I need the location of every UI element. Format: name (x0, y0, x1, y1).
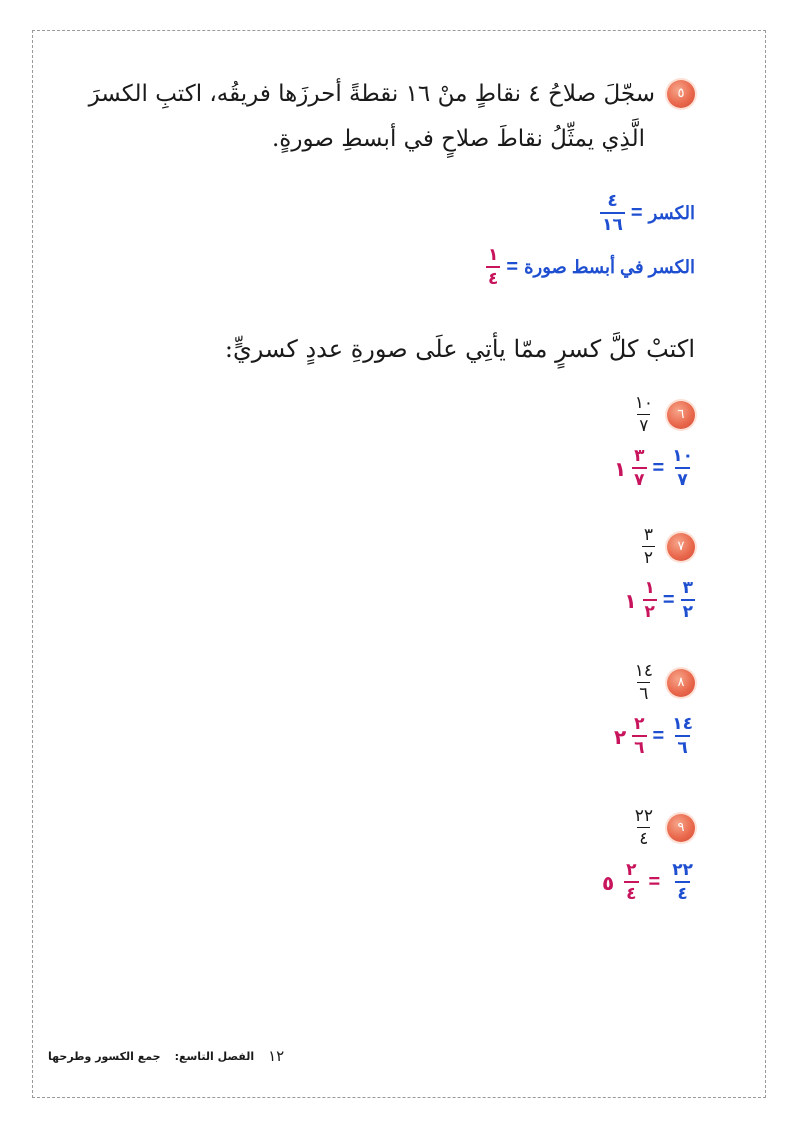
simplest-label: الكسر في أبسط صورة (524, 257, 695, 277)
numerator: ٢ (634, 714, 645, 734)
question-fraction (633, 808, 655, 848)
question-number-badge: ٩ (667, 814, 695, 842)
answer-9 (602, 862, 695, 903)
chapter-title: جمع الكسور وطرحها (48, 1049, 161, 1063)
fraction-denominator: ١٦ (600, 212, 625, 234)
denominator: ٧ (675, 467, 689, 489)
page-number: ١٢ (268, 1047, 285, 1065)
fraction-answer (600, 193, 625, 234)
numerator: ٢ (626, 860, 637, 880)
numerator: ٢٢ (672, 860, 693, 880)
section-heading: اكتبْ كلَّ كسرٍ ممّا يأتِي علَى صورةِ عددٍ كسريٍّ: (224, 335, 695, 363)
numerator: ١٤ (634, 661, 653, 681)
answer-simplest-row (486, 247, 695, 288)
question-5 (89, 80, 695, 108)
question-9 (633, 808, 695, 848)
whole-number: ١ (624, 588, 637, 613)
numerator: ٣ (634, 446, 645, 466)
denominator: ٤ (675, 881, 689, 903)
mixed-fraction-part (632, 716, 646, 757)
chapter-label: الفصل التاسع: (174, 1049, 255, 1063)
answer-fraction-row (600, 193, 695, 234)
fraction-numerator: ٤ (607, 191, 618, 211)
numerator: ٢٢ (634, 806, 653, 826)
question-number-badge: ٧ (667, 533, 695, 561)
mixed-fraction-part (632, 448, 646, 489)
improper-fraction (670, 448, 695, 489)
improper-fraction (670, 716, 695, 757)
question-8 (633, 663, 695, 703)
whole-number: ١ (613, 456, 627, 481)
denominator: ٢ (681, 599, 695, 621)
equals-sign: = (506, 256, 519, 278)
denominator: ٢ (643, 548, 653, 568)
question-5-line-1: سجّلَ صلاحُ ٤ نقاطٍ منْ ١٦ نقطةً أحرزَها فريقُه، اكتبِ الكسرَ (88, 81, 655, 107)
mixed-fraction-part (643, 580, 657, 621)
numerator: ٣ (643, 525, 653, 545)
page-footer (48, 1047, 284, 1065)
question-fraction (642, 527, 655, 567)
question-5-line-2: الَّذِي يمثِّلُ نقاطَ صلاحٍ في أبسطِ صورةٍ. (272, 126, 645, 152)
denominator: ٧ (639, 416, 649, 436)
numerator: ٣ (682, 578, 693, 598)
numerator: ١٤ (672, 714, 693, 734)
answer-7 (624, 580, 695, 621)
question-fraction (633, 395, 655, 435)
simplest-fraction (486, 247, 500, 288)
mixed-fraction-part (624, 862, 638, 903)
answer-8 (614, 716, 695, 757)
equals-sign: = (662, 589, 675, 611)
improper-fraction (670, 862, 695, 903)
simplest-numerator: ١ (488, 245, 499, 265)
equals-sign: = (630, 202, 643, 224)
equals-sign: = (652, 457, 665, 479)
equals-sign: = (652, 725, 665, 747)
denominator: ٦ (675, 735, 689, 757)
whole-number: ٥ (601, 870, 615, 895)
question-number-badge: ٨ (667, 669, 695, 697)
denominator: ٤ (639, 829, 649, 849)
numerator: ١٠ (634, 393, 653, 413)
denominator: ٧ (632, 467, 646, 489)
answer-6 (614, 448, 695, 489)
improper-fraction (681, 580, 695, 621)
simplest-denominator: ٤ (486, 266, 500, 288)
question-number-badge: ٥ (667, 80, 695, 108)
whole-number: ٢ (613, 724, 627, 749)
numerator: ١٠ (672, 446, 693, 466)
equals-sign: = (648, 871, 661, 893)
fraction-label: الكسر (648, 203, 695, 223)
question-7 (642, 527, 695, 567)
denominator: ٢ (643, 599, 657, 621)
numerator: ١ (644, 578, 655, 598)
question-6 (633, 395, 695, 435)
question-number-badge: ٦ (667, 401, 695, 429)
denominator: ٤ (624, 881, 638, 903)
denominator: ٦ (632, 735, 646, 757)
denominator: ٦ (639, 684, 649, 704)
question-fraction (633, 663, 655, 703)
